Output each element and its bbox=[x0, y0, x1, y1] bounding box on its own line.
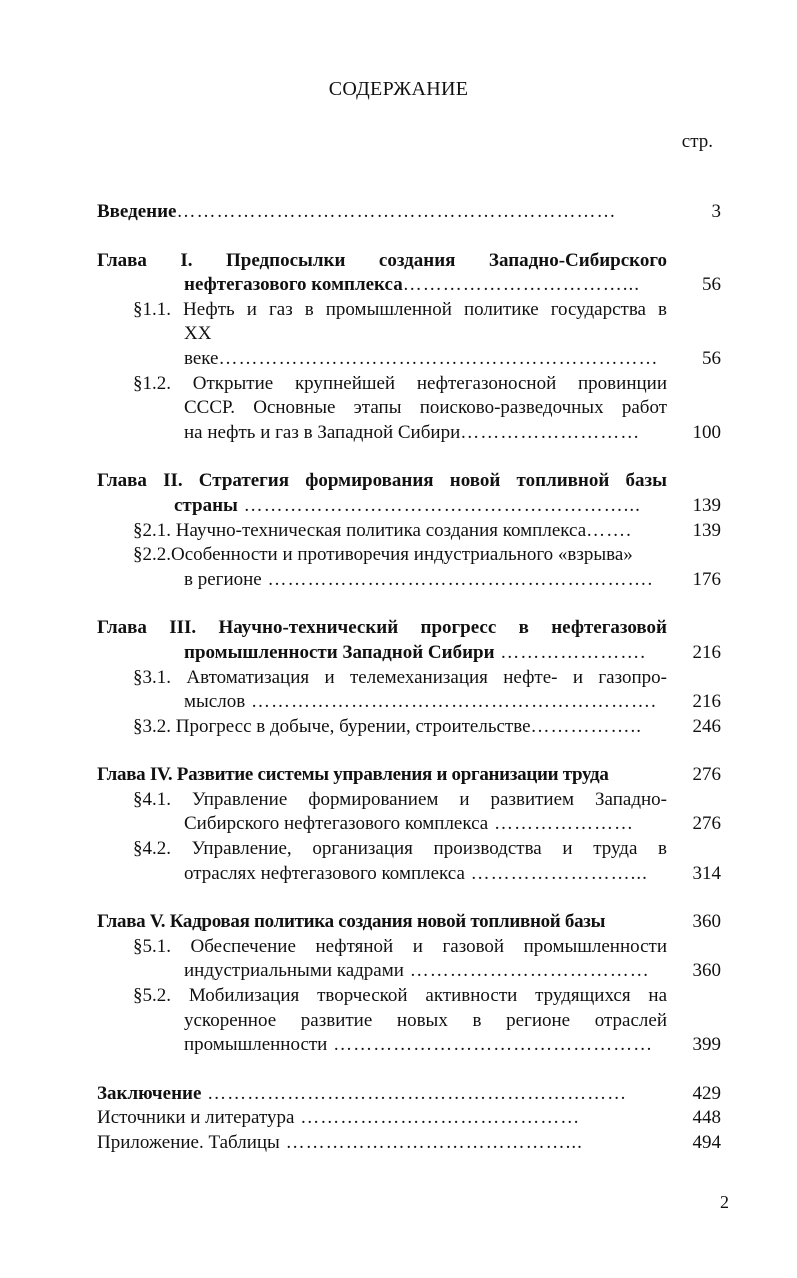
toc-label: Глава I. Предпосылки создания Западно-Сибирского bbox=[97, 249, 667, 271]
page-column-label: стр. bbox=[681, 131, 713, 152]
toc-page: 246 bbox=[692, 715, 721, 737]
toc-label: Глава III. Научно-технический прогресс в нефтегазовой bbox=[97, 617, 667, 639]
toc-label: СССР. Основные этапы поисково-разведочных работ bbox=[184, 397, 667, 419]
toc-label: на нефть и газ в Западной Сибири bbox=[184, 421, 461, 443]
table-of-contents bbox=[97, 200, 721, 1156]
toc-leader: …………………………………………………... bbox=[237, 494, 641, 516]
toc-leader: ………………………………………………………… bbox=[218, 347, 659, 369]
toc-label: §5.2. Мобилизация творческой активности трудящихся на bbox=[133, 985, 667, 1007]
toc-page: 429 bbox=[692, 1082, 721, 1104]
page-number: 2 bbox=[720, 1192, 729, 1212]
toc-label: §1.1. Нефть и газ в промышленной политике государства в bbox=[133, 298, 667, 320]
toc-label: Глава II. Стратегия формирования новой топливной базы bbox=[97, 470, 667, 492]
toc-entry-conclusion bbox=[97, 1082, 721, 1107]
toc-entry-2-1 bbox=[97, 519, 721, 544]
toc-leader: …………………. bbox=[494, 641, 647, 663]
toc-page: 216 bbox=[692, 691, 721, 713]
toc-entry-4-1 bbox=[97, 788, 721, 837]
toc-label: промышленности bbox=[184, 1034, 328, 1056]
toc-label: Введение bbox=[97, 201, 177, 222]
toc-entry-1-1 bbox=[97, 298, 721, 372]
toc-leader: …………….. bbox=[530, 715, 643, 737]
toc-label: §3.1. Автоматизация и телемеханизация нефте- и газопро- bbox=[133, 666, 667, 688]
toc-entry-sources bbox=[97, 1106, 721, 1131]
toc-label: промышленности Западной Сибири bbox=[184, 641, 495, 663]
toc-label: §1.2. Открытие крупнейшей нефтегазоносной провинции bbox=[133, 372, 667, 394]
toc-entry-3-2 bbox=[97, 715, 721, 740]
toc-page: 176 bbox=[692, 568, 721, 590]
toc-page: 494 bbox=[692, 1132, 721, 1153]
toc-page: 139 bbox=[692, 494, 721, 516]
toc-entry-chapter-4 bbox=[97, 763, 721, 788]
toc-entry-appendix bbox=[97, 1131, 721, 1156]
toc-page: 216 bbox=[692, 641, 721, 663]
toc-label: Заключение bbox=[97, 1082, 202, 1104]
toc-label: §2.2.Особенности и противоречия индустриального «взрыва» bbox=[133, 544, 633, 566]
toc-leader: ……………………………... bbox=[402, 274, 640, 296]
toc-leader: …………………………………… bbox=[294, 1107, 581, 1129]
toc-label: в регионе bbox=[184, 568, 262, 590]
toc-page: 314 bbox=[692, 862, 721, 884]
toc-label: ускоренное развитие новых в регионе отраслей bbox=[184, 1009, 667, 1031]
toc-leader: ……………………………… bbox=[403, 960, 650, 982]
toc-page: 448 bbox=[692, 1107, 721, 1129]
toc-page: 3 bbox=[711, 201, 721, 222]
toc-label: §4.2. Управление, организация производства и труда в bbox=[133, 838, 667, 860]
toc-label: Источники и литература bbox=[97, 1107, 295, 1129]
toc-leader: ………………………………………… bbox=[327, 1034, 654, 1056]
toc-entry-chapter-5 bbox=[97, 910, 721, 935]
toc-entry-chapter-2 bbox=[97, 469, 721, 518]
toc-label: Приложение. Таблицы bbox=[97, 1132, 280, 1153]
toc-label: Сибирского нефтегазового комплекса bbox=[184, 813, 489, 835]
toc-leader: ………………………………………………………… bbox=[176, 201, 617, 222]
toc-entry-1-2 bbox=[97, 372, 721, 446]
toc-page: 360 bbox=[692, 960, 721, 982]
toc-leader: ……………………………………………………… bbox=[201, 1082, 628, 1104]
toc-label: §2.1. Научно-техническая политика создания комплекса bbox=[133, 519, 587, 541]
toc-label: §3.2. Прогресс в добыче, бурении, строительстве bbox=[133, 715, 531, 737]
toc-label: §5.1. Обеспечение нефтяной и газовой промышленности bbox=[133, 935, 667, 957]
toc-page: 56 bbox=[702, 347, 721, 369]
toc-page: 360 bbox=[692, 911, 721, 933]
toc-leader: ………………… bbox=[488, 813, 634, 835]
toc-leader: ……………………… bbox=[460, 421, 641, 443]
toc-entry-5-1 bbox=[97, 935, 721, 984]
toc-label: мыслов bbox=[184, 691, 246, 713]
toc-entry-5-2 bbox=[97, 984, 721, 1058]
toc-label: Глава IV. Развитие системы управления и организации труда bbox=[97, 764, 609, 786]
toc-label: индустриальными кадрами bbox=[184, 960, 404, 982]
toc-leader: ……………………... bbox=[464, 862, 648, 884]
toc-leader: ……. bbox=[586, 519, 632, 541]
toc-label: XX веке bbox=[184, 323, 219, 369]
toc-label: отраслях нефтегазового комплекса bbox=[184, 862, 465, 884]
toc-entry-chapter-1 bbox=[97, 249, 721, 298]
toc-label: Глава V. Кадровая политика создания новой топливной базы bbox=[97, 911, 606, 933]
toc-leader: ……………………………………... bbox=[279, 1132, 583, 1153]
toc-page: 276 bbox=[692, 813, 721, 835]
toc-label: §4.1. Управление формированием и развитием Западно- bbox=[133, 788, 667, 810]
toc-entry-chapter-3 bbox=[97, 616, 721, 665]
toc-leader: ……………………………………………………. bbox=[245, 691, 657, 713]
toc-entry-2-2 bbox=[97, 543, 721, 592]
toc-page: 100 bbox=[692, 421, 721, 443]
toc-page: 276 bbox=[692, 764, 721, 786]
toc-label: страны bbox=[174, 494, 238, 516]
toc-entry-intro bbox=[97, 200, 721, 225]
toc-leader: …………………………………………………. bbox=[261, 568, 654, 590]
toc-label: нефтегазового комплекса bbox=[184, 274, 403, 296]
page-title: СОДЕРЖАНИЕ bbox=[328, 78, 469, 100]
toc-page: 139 bbox=[692, 519, 721, 541]
toc-entry-4-2 bbox=[97, 837, 721, 886]
toc-page: 56 bbox=[702, 274, 721, 296]
toc-entry-3-1 bbox=[97, 666, 721, 715]
toc-page: 399 bbox=[692, 1034, 721, 1056]
